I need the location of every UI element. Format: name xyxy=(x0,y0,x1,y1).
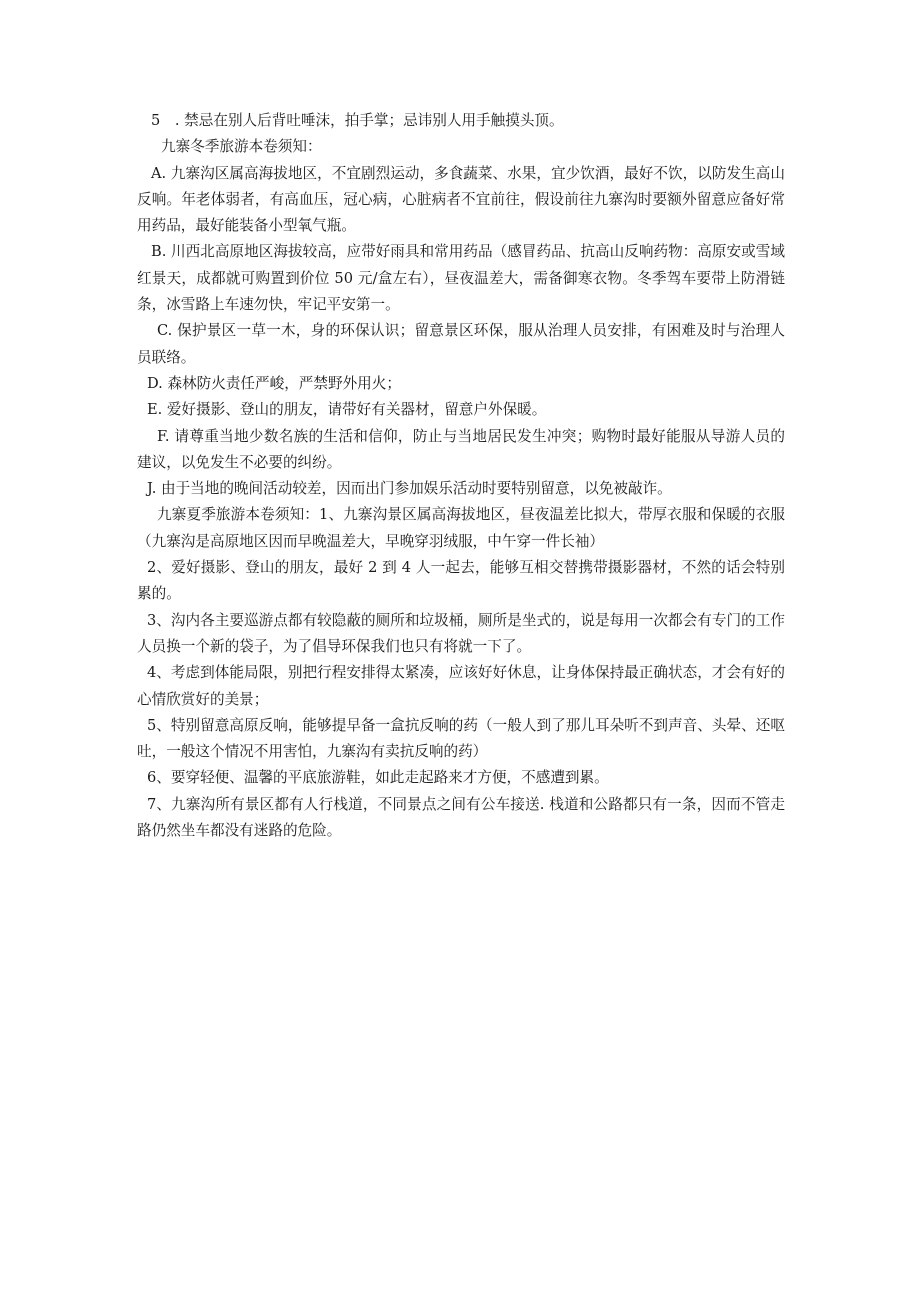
summer-note-7: 7、九寨沟所有景区都有人行栈道，不同景点之间有公车接送. 栈道和公路都只有一条，因而不管走路仍然坐车都没有迷路的危险。 xyxy=(137,795,785,840)
winter-note-c: C. 保护景区一草一木，身的环保认识；留意景区环保，服从治理人员安排，有困难及时与治理人员联络。 xyxy=(137,322,785,366)
winter-note-a: A. 九寨沟区属高海拔地区，不宜剧烈运动，多食蔬菜、水果，宜少饮酒，最好不饮，以防发生高山反响。年老体弱者，有高血压，冠心病，心脏病者不宜前往，假设前往九寨沟时要额外留意应备好常用药品，最好能装备小型氧气瓶。 xyxy=(137,164,785,235)
summer-note-6: 6、要穿轻便、温馨的平底旅游鞋，如此走起路来才方便，不感遭到累。 xyxy=(147,769,609,787)
summer-note-2: 2、爱好摄影、登山的朋友，最好 2 到 4 人一起去，能够互相交替携带摄影器材，不然的话会特别累的。 xyxy=(137,559,785,603)
summer-note-5: 5、特别留意高原反响，能够提早备一盒抗反响的药（一般人到了那儿耳朵听不到声音、头晕、还呕吐，一般这个情况不用害怕，九寨沟有卖抗反响的药） xyxy=(137,716,785,761)
winter-note-d: D. 森林防火责任严峻，严禁野外用火； xyxy=(147,374,401,392)
paragraph-taboo-5: 5 . 禁忌在别人后背吐唾沫，拍手掌；忌讳别人用手触摸头顶。 xyxy=(151,112,564,129)
summer-notes-heading: 九寨夏季旅游本卷须知：1、九寨沟景区属高海拔地区，昼夜温差比拟大，带厚衣服和保暖的衣服（九寨沟是高原地区因而早晚温差大，早晚穿羽绒服，中午穿一件长袖） xyxy=(137,506,785,550)
winter-notes-heading: 九寨冬季旅游本卷须知： xyxy=(161,138,322,156)
winter-note-f: F. 请尊重当地少数名族的生活和信仰，防止与当地居民发生冲突；购物时最好能服从导游人员的建议，以免发生不必要的纠纷。 xyxy=(137,427,785,471)
winter-note-b: B. 川西北高原地区海拔较高，应带好雨具和常用药品（感冒药品、抗高山反响药物：高原安或雪域红景天，成都就可购置到价位 50 元/盒左右），昼夜温差大，需备御寒衣物。冬季驾车要带上防滑链条，冰雪路上车速勿快，牢记平安第一。 xyxy=(137,243,785,314)
summer-note-3: 3、沟内各主要巡游点都有较隐蔽的厕所和垃圾桶，厕所是坐式的，说是每用一次都会有专门的工作人员换一个新的袋子，为了倡导环保我们也只有将就一下了。 xyxy=(137,611,785,655)
winter-note-e: E. 爱好摄影、登山的朋友，请带好有关器材，留意户外保暖。 xyxy=(147,401,547,419)
winter-note-j: J. 由于当地的晚间活动较差，因而出门参加娱乐活动时要特别留意，以免被敲诈。 xyxy=(147,480,672,498)
document-body xyxy=(137,108,785,844)
summer-note-4: 4、考虑到体能局限，别把行程安排得太紧凑，应该好好休息，让身体保持最正确状态，才会有好的心情欣赏好的美景； xyxy=(137,664,785,708)
